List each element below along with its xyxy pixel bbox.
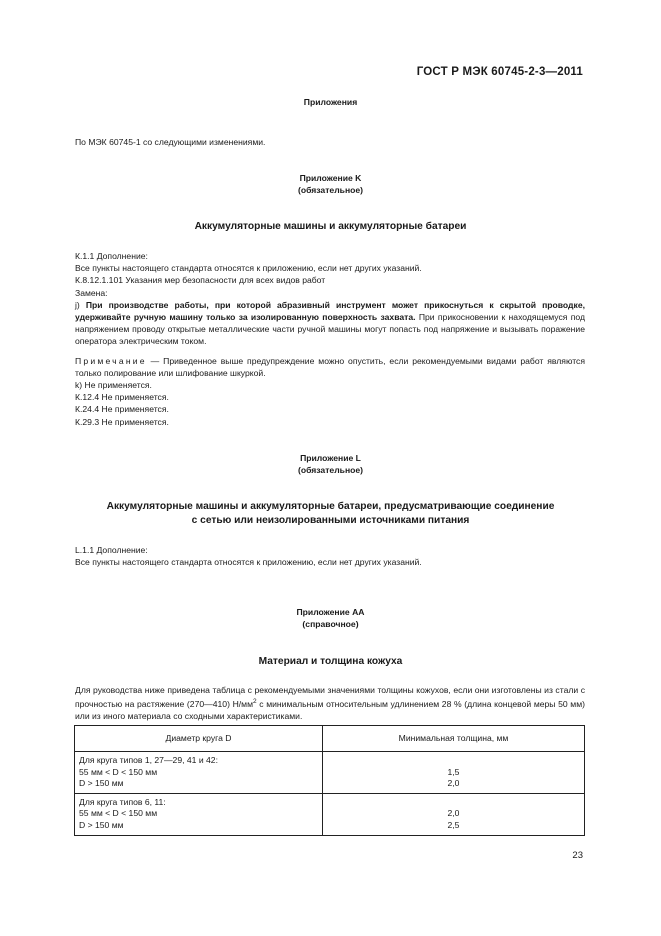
annex-aa-status: (справочное) [302, 619, 359, 629]
annex-k-title: Приложение K [299, 173, 362, 183]
annex-aa-text-2: с минимальным относительным удлинением 28 % (длина концевой меры 50 мм) или из иного материала со сходными характеристиками. [75, 699, 585, 722]
annex-l-line: Все пункты настоящего стандарта относятся к приложению, если нет других указаний. [75, 557, 422, 568]
table-header-diameter: Диаметр круга D [75, 726, 323, 752]
annex-k-tail-line: К.24.4 Не применяется. [75, 404, 169, 415]
annex-aa-paragraph [75, 684, 585, 722]
table-cell-thickness [323, 793, 585, 835]
row-type-label: Для круга типов 6, 11: [79, 796, 166, 807]
row-type-label: Для круга типов 1, 27—29, 41 и 42: [79, 755, 218, 765]
annex-k-tail-line: k) Не применяется. [75, 380, 152, 391]
annex-l-status: (обязательное) [297, 465, 364, 475]
thickness-value: 2,0 [447, 778, 460, 789]
table-cell-diameter [75, 752, 323, 794]
thickness-table [74, 725, 585, 836]
intro-text: По МЭК 60745-1 со следующими изменениями. [75, 137, 266, 147]
note-label: Примечание [75, 355, 147, 366]
annex-aa-superscript: 2 [252, 698, 257, 706]
row-range-label: 55 мм < D < 150 мм [79, 808, 158, 819]
note-text: — Приведенное выше предупреждение можно опустить, если рекомендуемыми видами работ являются только полирование или шлифование шкуркой. [75, 355, 585, 378]
annex-k-line: Все пункты настоящего стандарта относятся к приложению, если нет других указаний. [75, 263, 422, 274]
annex-k-body [75, 250, 585, 428]
item-j-warning: При производстве работы, при которой абразивный инструмент может прикоснуться к скрытой проводке, удерживайте ручную машину только за изолированную поверхность захвата. [75, 299, 585, 323]
annex-l-body [75, 544, 585, 568]
annex-k-status: (обязательное) [297, 185, 364, 195]
item-j [75, 299, 585, 348]
table-cell-diameter [75, 793, 323, 835]
annex-k-line: Замена: [75, 287, 108, 298]
section-title: Приложения [303, 97, 358, 107]
row-range-label: D > 150 мм [79, 778, 124, 789]
annex-k-line: К.1.1 Дополнение: [75, 251, 148, 261]
annex-k-heading: Аккумуляторные машины и аккумуляторные батареи [194, 221, 467, 232]
table-cell-thickness [323, 752, 585, 794]
page-number: 23 [572, 850, 583, 861]
table-header-thickness: Минимальная толщина, мм [323, 726, 585, 752]
table-row [75, 752, 585, 794]
annex-aa-text-1: Для руководства ниже приведена таблица с рекомендуемыми значениями толщины кожухов, если они изготовлены из стали с прочностью на растяжение (270—410) Н/мм [75, 685, 585, 710]
annex-k-tail-line: К.12.4 Не применяется. [75, 392, 169, 403]
annex-l-line: L.1.1 Дополнение: [75, 545, 148, 555]
item-j-text: При прикосновении к находящемуся под напряжением проводу открытые металлические части ручной машины могут попасть под напряжение и вызывать поражение оператора электрическим током. [75, 312, 585, 347]
item-j-prefix: j) [75, 299, 86, 310]
annex-l-heading-line2: с сетью или неизолированными источниками питания [191, 515, 470, 526]
thickness-value: 2,5 [447, 819, 460, 830]
annex-k-line: К.8.12.1.101 Указания мер безопасности для всех видов работ [75, 275, 326, 286]
note [75, 355, 585, 379]
annex-k-tail-line: К.29.3 Не применяется. [75, 416, 169, 427]
annex-l-heading-line1: Аккумуляторные машины и аккумуляторные батареи, предусматривающие соединение [106, 501, 555, 512]
table-header-row [75, 726, 585, 752]
thickness-value: 1,5 [447, 766, 460, 777]
annex-aa-heading: Материал и толщина кожуха [258, 656, 403, 667]
annex-aa-title: Приложение АА [296, 607, 365, 617]
document-header: ГОСТ Р МЭК 60745-2-3—2011 [416, 66, 583, 78]
thickness-value: 2,0 [447, 808, 460, 819]
row-range-label: 55 мм < D < 150 мм [79, 766, 158, 777]
table-row [75, 793, 585, 835]
row-range-label: D > 150 мм [79, 819, 124, 830]
annex-l-title: Приложение L [300, 453, 361, 463]
